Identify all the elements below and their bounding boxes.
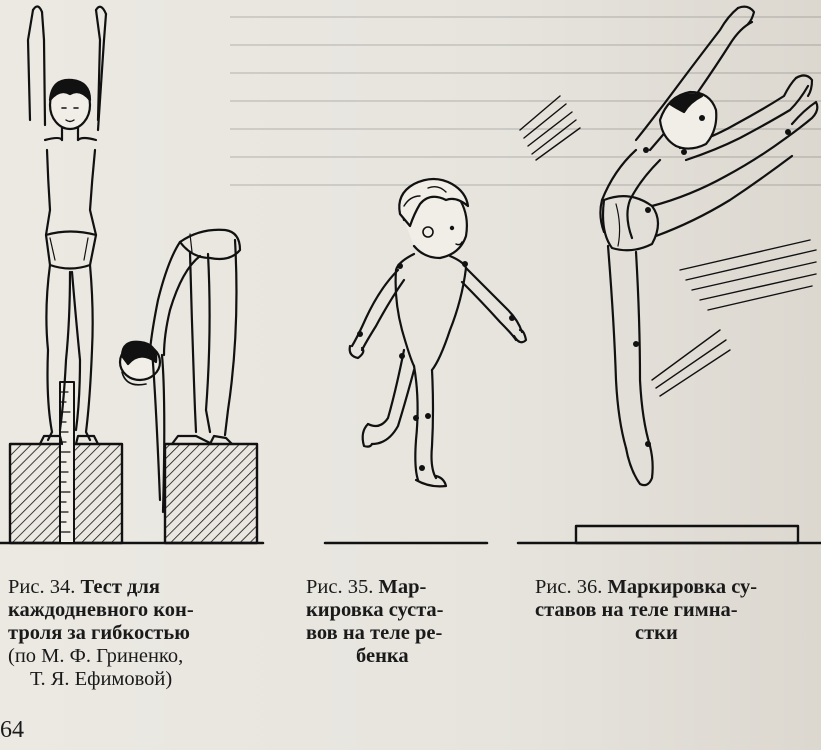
fig36-mat — [576, 526, 798, 543]
fig36-caption — [535, 576, 817, 645]
fig34-label: Рис. 34. — [8, 576, 76, 598]
fig35-illustration — [325, 179, 526, 543]
fig35-title-line-4: бенка — [356, 645, 409, 667]
fig34-title-line-2: каждодневного кон- — [8, 599, 194, 621]
fig36-illustration — [518, 7, 821, 543]
fig35-caption — [306, 576, 476, 668]
fig35-label: Рис. 35. — [306, 576, 374, 598]
fig35-title-line-2: кировка сустa- — [306, 599, 444, 621]
fig36-title-line-1: Маркировка су- — [607, 576, 758, 598]
fig36-label: Рис. 36. — [535, 576, 603, 598]
fig34-illustration — [0, 6, 263, 543]
page-number: 64 — [0, 717, 24, 743]
fig34-caption — [8, 576, 248, 691]
fig34-title-line-1: Тест для — [80, 576, 160, 598]
fig34-note-line-2: Т. Я. Ефимовой) — [30, 668, 173, 690]
fig34-box-right — [165, 444, 257, 543]
fig35-title-line-1: Мар- — [378, 576, 427, 598]
fig34-standing-girl — [28, 6, 106, 444]
fig36-title-line-3: стки — [635, 622, 678, 644]
fig35-title-line-3: вов на теле ре- — [306, 622, 443, 644]
fig34-note-line-1: (по М. Ф. Гриненко, — [8, 645, 184, 667]
fig36-title-line-2: ставов на теле гимна- — [535, 599, 738, 621]
fig34-title-line-3: троля за гибкостью — [8, 622, 190, 644]
